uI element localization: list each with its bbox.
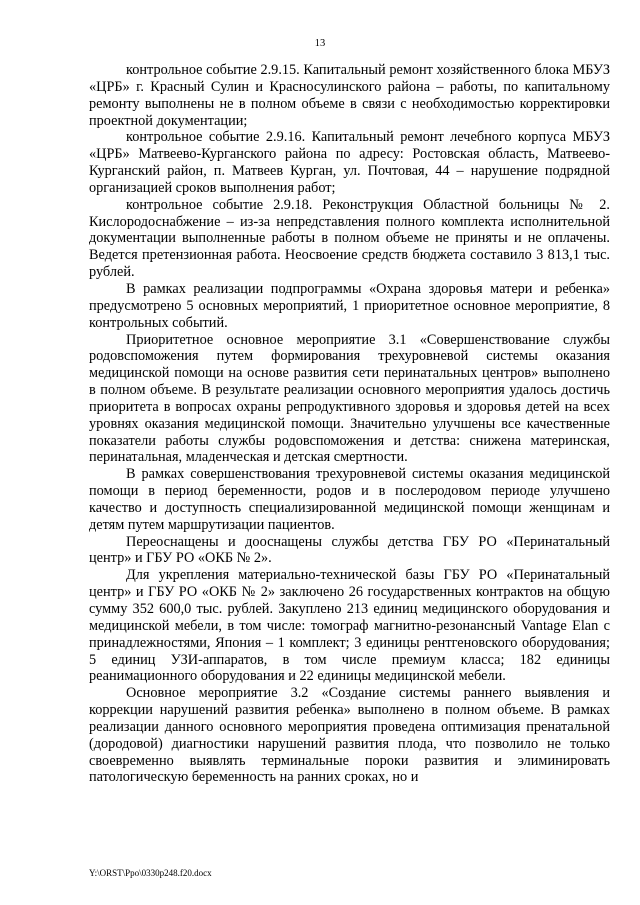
paragraph-re-equipment: Переоснащены и дооснащены службы детства ГБУ РО «Перинатальный центр» и ГБУ РО «ОКБ № 2». [89,533,610,567]
paragraph-three-level-system: В рамках совершенствования трехуровневой системы оказания медицинской помощи в период беременности, родов и в послеродовом периоде улучшено качество и доступность специализированной медицинской помощи женщинам и детям путем маршрутизации пациентов. [89,466,610,533]
paragraph-measure-3-2: Основное мероприятие 3.2 «Создание системы раннего выявления и коррекции нарушений развития ребенка» выполнено в полном объеме. В рамках реализации данного основного мероприятия проведена оптимизация пренатальной (дородовой) диагностики нарушений развития плода, что позволило не только своевременно выявлять терминальные пороки развития и элиминировать патологическую беременность на ранних сроках, но и [89,685,610,786]
document-body [89,62,610,786]
page-number: 13 [314,38,326,49]
paragraph-control-event-2-9-16: контрольное событие 2.9.16. Капитальный ремонт лечебного корпуса МБУЗ «ЦРБ» Матвеево-Курганского района по адресу: Ростовская область, Матвеево-Курганский район, п. Матвеев Курган, ул. Почтовая, 44 – нарушение подрядной организацией сроков выполнения работ; [89,129,610,196]
paragraph-priority-measure-3-1: Приоритетное основное мероприятие 3.1 «Совершенствование службы родовспоможения путем формирования трехуровневой системы оказания медицинской помощи на основе развития сети перинатальных центров» выполнено в полном объеме. В результате реализации основного мероприятия удалось достичь приоритета в вопросах охраны репродуктивного здоровья и здоровья детей на всех уровнях оказания медицинской помощи. Значительно улучшены все качественные показатели работы службы родовспоможения и детства: снижена материнская, перинатальная, младенческая и детская смертности. [89,331,610,466]
footer-file-path: Y:\ORST\Ppo\0330p248.f20.docx [89,868,212,878]
paragraph-control-event-2-9-15: контрольное событие 2.9.15. Капитальный ремонт хозяйственного блока МБУЗ «ЦРБ» г. Красный Сулин и Красносулинского района – работы, по капитальному ремонту выполнены не в полном объеме в связи с необходимостью корректировки проектной документации; [89,62,610,129]
paragraph-contracts: Для укрепления материально-технической базы ГБУ РО «Перинатальный центр» и ГБУ РО «ОКБ № 2» заключено 26 государственных контрактов на общую сумму 352 600,0 тыс. рублей. Закуплено 213 единиц медицинского оборудования и медицинской мебели, в том числе: томограф магнитно-резонансный Vantage Elan с принадлежностями, Япония – 1 комплект; 3 единицы рентгеновского оборудования; 5 единиц УЗИ-аппаратов, в том числе премиум класса; 182 единицы реанимационного оборудования и 22 единицы медицинской мебели. [89,567,610,685]
paragraph-subprogram-overview: В рамках реализации подпрограммы «Охрана здоровья матери и ребенка» предусмотрено 5 основных мероприятий, 1 приоритетное основное мероприятие, 8 контрольных событий. [89,280,610,331]
paragraph-control-event-2-9-18: контрольное событие 2.9.18. Реконструкция Областной больницы № 2. Кислородоснабжение – из-за непредставления полного комплекта исполнительной документации выполненные работы в полном объеме не приняты и не оплачены. Ведется претензионная работа. Неосвоение средств бюджета составило 3 813,1 тыс. рублей. [89,196,610,281]
